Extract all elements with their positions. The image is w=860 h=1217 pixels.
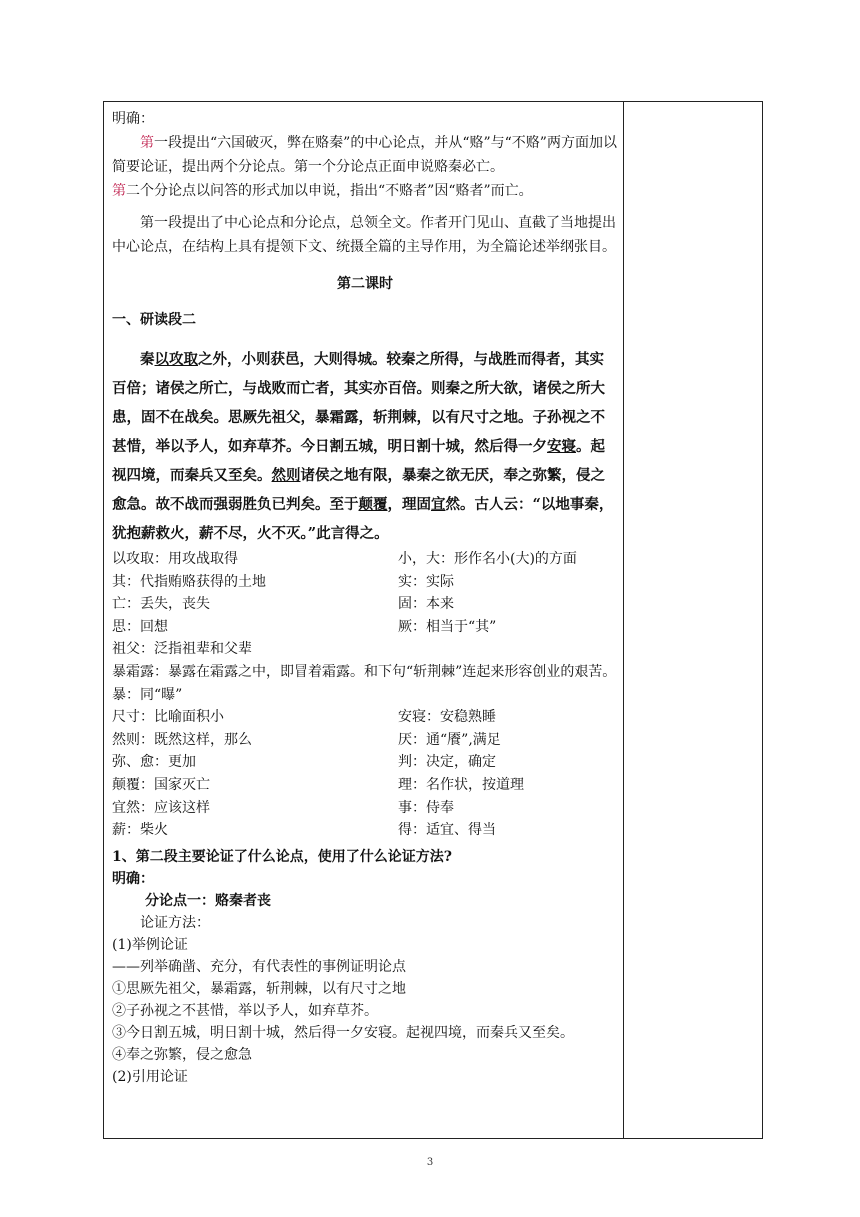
example-2: ②子孙视之不甚惜，举以予人，如弃草芥。 bbox=[112, 1002, 378, 1019]
note-item: 判：决定，确定 bbox=[398, 754, 496, 771]
example-3: ③今日割五城，明日割十城，然后得一夕安寝。起视四境，而秦兵又至矣。 bbox=[112, 1024, 574, 1041]
lesson-table bbox=[103, 101, 763, 1139]
method-1-desc: ——列举确凿、充分，有代表性的事例证明论点 bbox=[112, 958, 406, 975]
review-label: 明确： bbox=[112, 111, 154, 127]
note-item: 薪：柴火 bbox=[112, 822, 168, 839]
lesson-title: 第二课时 bbox=[337, 276, 393, 292]
review-paragraph-1b bbox=[112, 179, 618, 203]
vocabulary-notes bbox=[112, 548, 618, 842]
note-item: 以攻取：用攻战取得 bbox=[112, 551, 238, 567]
note-item: 宜然：应该这样 bbox=[112, 799, 210, 816]
review-text-1: 一段提出“六国破灭，弊在赂秦”的中心论点，并从“赂”与“不赂”两方面加以简要论证，提出两个分论点。第一个分论点正面申说赂秦必亡。 bbox=[112, 135, 617, 175]
note-item: 小，大：形作名小(大)的方面 bbox=[398, 551, 577, 567]
passage-text: 秦以攻取之外，小则获邑，大则得城。较秦之所得，与战胜而得者，其实百倍；诸侯之所亡，与战败而亡者，其实亦百倍。则秦之所大欲，诸侯之所大患，固不在战矣。思厥先祖父，暴霜露，斩荆棘，以有尺寸之地。子孙视之不甚惜，举以予人，如弃草芥。今日割五城，明日割十城，然后得一夕安寝。起视四境，而秦兵又至矣。然则诸侯之地有限，暴秦之欲无厌，奉之弥繁，侵之愈急。故不战而强弱胜负已判矣。至于颠覆，理固宜然。古人云：“以地事秦，犹抱薪救火，薪不尽，火不灭。”此言得之。 bbox=[112, 351, 614, 542]
note-item: 祖父：泛指祖辈和父辈 bbox=[112, 641, 252, 658]
review-paragraph-1 bbox=[112, 131, 618, 179]
section-heading: 一、研读段二 bbox=[112, 312, 196, 328]
note-item: 安寝：安稳熟睡 bbox=[398, 709, 496, 726]
note-item: 尺寸：比喻面积小 bbox=[112, 709, 224, 726]
analysis-question: 1、第二段主要论证了什么论点，使用了什么论证方法? bbox=[112, 848, 452, 865]
analysis-label: 明确： bbox=[112, 870, 154, 887]
method-2: (2)引用论证 bbox=[112, 1068, 188, 1085]
note-item: 思：回想 bbox=[112, 618, 168, 635]
note-item: 然则：既然这样，那么 bbox=[112, 731, 252, 748]
note-item: 固：本来 bbox=[398, 596, 454, 613]
note-item: 其：代指贿赂获得的土地 bbox=[112, 573, 266, 590]
table-column-divider bbox=[623, 102, 624, 1138]
sub-argument: 分论点一：赂秦者丧 bbox=[145, 892, 271, 909]
example-1: ①思厥先祖父，暴霜露，斩荆棘，以有尺寸之地 bbox=[112, 980, 406, 997]
note-item: 得：适宜、得当 bbox=[398, 822, 496, 839]
example-4: ④奉之弥繁，侵之愈急 bbox=[112, 1046, 252, 1063]
main-column bbox=[112, 108, 618, 1088]
note-item: 暴霜露：暴露在霜露之中，即冒着霜露。和下句“斩荆棘”连起来形容创业的艰苦。暴：同“曝” bbox=[112, 663, 617, 703]
note-item: 厌：通“餍”,满足 bbox=[398, 731, 501, 748]
method-label: 论证方法： bbox=[140, 914, 210, 931]
note-item: 理：名作状，按道理 bbox=[398, 776, 524, 793]
review-text-2: 二个分论点以问答的形式加以申说，指出“不赂者”因“赂者”而亡。 bbox=[126, 183, 533, 199]
review-lead-char: 第 bbox=[140, 135, 154, 151]
note-item: 亡：丢失，丧失 bbox=[112, 596, 210, 613]
method-1: (1)举例论证 bbox=[112, 936, 188, 953]
note-item: 实：实际 bbox=[398, 573, 454, 590]
note-item: 事：侍奉 bbox=[398, 799, 454, 816]
note-item: 弥、愈：更加 bbox=[112, 754, 196, 771]
note-item: 颠覆：国家灭亡 bbox=[112, 776, 210, 793]
review-paragraph-2: 第一段提出了中心论点和分论点，总领全文。作者开门见山、直截了当地提出中心论点，在结构上具有提领下文、统摄全篇的主导作用，为全篇论述举纲张目。 bbox=[112, 215, 616, 255]
note-item: 厥：相当于“其” bbox=[398, 618, 497, 635]
review-lead-char-2: 第 bbox=[112, 183, 126, 199]
page-number: 3 bbox=[426, 1157, 434, 1168]
